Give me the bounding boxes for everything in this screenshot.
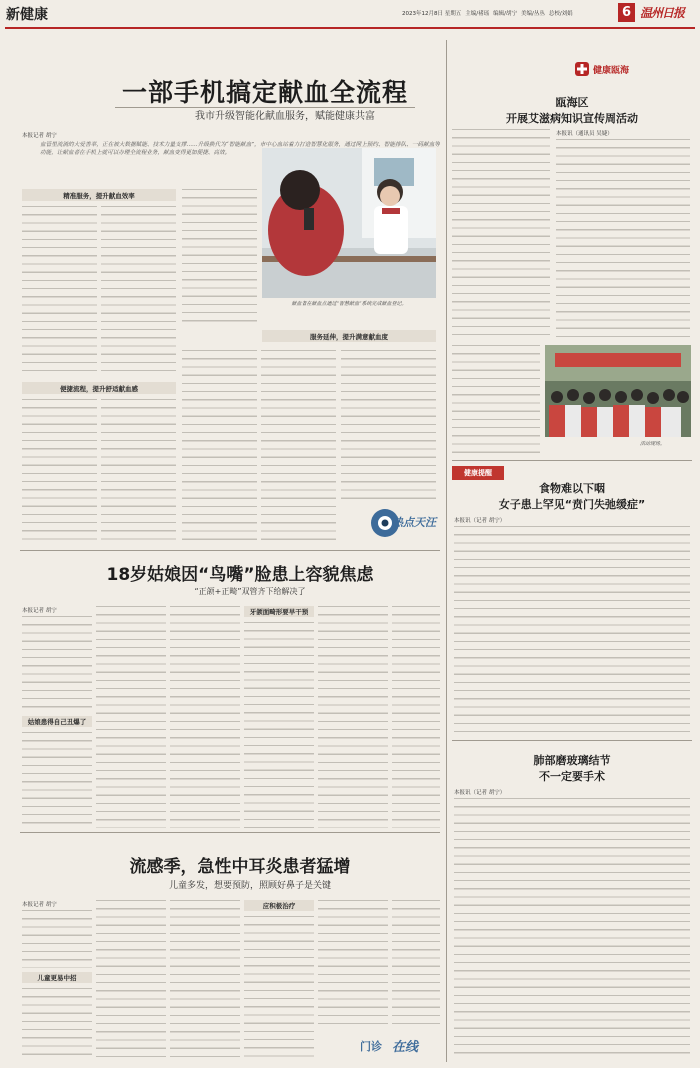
story3-text-col2: [96, 900, 166, 1062]
lead-text-col2: [182, 189, 257, 324]
medical-cross-icon: [575, 62, 589, 76]
lead-text-col2-b: [182, 350, 257, 545]
tip-headline-2: 女子患上罕见“贲门失弛缓症”: [498, 498, 646, 511]
sidebar-rule-1: [452, 460, 692, 461]
lead-bottom-rule: [20, 550, 440, 551]
lead-photo-caption: 献血者在献血点通过“智慧献血”系统完成献血登记。: [291, 301, 407, 307]
editor-chief: 主编/褚瑶: [465, 11, 490, 17]
story2-subhead: “正颌+正畸”双管齐下给解决了: [194, 587, 306, 596]
clinic-badge-b: 在线: [392, 1040, 419, 1055]
clinic-online-badge: [360, 1032, 440, 1062]
lead-text-col3-b: [261, 350, 336, 545]
story3-text-col4: [244, 916, 314, 1062]
lead-text-col1-a: [22, 206, 97, 378]
story3-byline: 本报记者 胡宁: [22, 902, 57, 908]
lead-subhead: 我市升级智能化献血服务，赋能健康共富: [195, 111, 375, 122]
story2-text-col4: [244, 622, 314, 828]
ouhai-kicker: 瓯海区: [555, 96, 589, 109]
paper-logo: 温州日报: [640, 6, 685, 20]
lead-section-2: 便捷流程，提升舒适献血感: [22, 382, 176, 394]
health-tip-label: 健康提醒: [452, 466, 504, 480]
story2-text-col2: [96, 606, 166, 828]
lead-section-1: 精准服务，提升献血效率: [22, 189, 176, 201]
lead-text-col1-c: [22, 399, 97, 545]
ouhai-photo-caption: 活动现场。: [640, 441, 666, 447]
story3-subhead: 儿童多发，想要预防，照顾好鼻子是关键: [168, 881, 331, 891]
story3-section-2: 应积极治疗: [244, 900, 314, 911]
lead-byline: 本报记者 胡宁: [22, 133, 57, 139]
clinic-badge-a: 门诊: [360, 1040, 382, 1053]
ouhai-byline: 本报讯（通讯员 吴婕）: [556, 131, 613, 137]
story2-text-col1: [22, 616, 92, 712]
tip-text: [454, 526, 690, 736]
story2-section-2: 牙颌面畸形要早干预: [244, 606, 314, 617]
proofreader: 总校/刘娟: [548, 11, 573, 17]
designer: 美编/丛丛: [520, 11, 545, 17]
issue-date: 2023年12月8日 星期五: [402, 11, 462, 17]
lead-section-3: 服务延伸，提升满意献血度: [262, 330, 436, 342]
lung-byline: 本报讯（记者 胡宁）: [454, 790, 506, 796]
story3-text-col1: [22, 910, 92, 968]
story3-section-1: 儿童更易中招: [22, 972, 92, 983]
story2-headline: 18岁姑娘因“鸟嘴”脸患上容貌焦虑: [106, 565, 374, 585]
story3-text-col5: [318, 900, 388, 1024]
sidebar-rule-2: [452, 740, 692, 741]
ouhai-photo: [545, 345, 691, 437]
ouhai-logo-text: 健康瓯海: [593, 66, 630, 76]
story2-section-1: 姑娘患得自己丑爆了: [22, 716, 92, 727]
ouhai-text-bottom: [452, 345, 540, 455]
ouhai-text-left: [452, 129, 550, 339]
story2-text-col6: [392, 606, 440, 828]
ouhai-photo-illustration: [545, 345, 691, 437]
story2-text-col1-b: [22, 732, 92, 828]
ouhai-headline: 开展艾滋病知识宣传周活动: [506, 112, 638, 125]
story3-headline: 流感季，急性中耳炎患者猛增: [129, 857, 351, 877]
tip-byline: 本报讯（记者 胡宁）: [454, 518, 506, 524]
ouhai-text: [556, 139, 690, 339]
lead-text-col1-b: [101, 206, 176, 378]
lung-text: [454, 798, 690, 1060]
hot-topic-label: 热点天汪: [392, 516, 436, 529]
tip-headline-1: 食物难以下咽: [539, 482, 605, 495]
story2-text-col3: [170, 606, 240, 828]
editor: 编辑/胡宁: [493, 11, 517, 17]
story3-text-col3: [170, 900, 240, 1062]
story2-bottom-rule: [20, 832, 440, 833]
masthead-rule: [5, 27, 695, 29]
lead-photo: [262, 148, 436, 298]
masthead-meta: [402, 9, 573, 17]
hot-topic-badge: [370, 500, 444, 545]
story3-text-col6: [392, 900, 440, 1024]
story2-byline: 本报记者 胡宁: [22, 608, 57, 614]
story2-text-col5: [318, 606, 388, 828]
lung-headline-2: 不一定要手术: [539, 770, 605, 783]
masthead: [0, 0, 700, 30]
lead-headline: 一部手机搞定献血全流程: [121, 78, 408, 107]
lung-headline-1: 肺部磨玻璃结节: [533, 754, 611, 767]
lead-text-col1-d: [101, 399, 176, 545]
section-title: 新健康: [6, 7, 48, 23]
story3-text-col1-b: [22, 988, 92, 1062]
page-number: 6: [618, 3, 635, 22]
lead-text-col4: [341, 350, 436, 500]
lead-photo-illustration: [262, 148, 436, 298]
ouhai-logo: [575, 60, 685, 78]
column-divider: [446, 40, 447, 1062]
lead-intro: 血管里流淌的大爱善举，正在被大数据赋能、技术力量支撑……升级换代为“智能献血”，市中心血站着力打造智慧化服务，通过网上预约、智能排队、一码献血等功能，让献血者在手机上就可以办理全流程业务，献血变得更加便捷、高效。: [40, 142, 440, 157]
